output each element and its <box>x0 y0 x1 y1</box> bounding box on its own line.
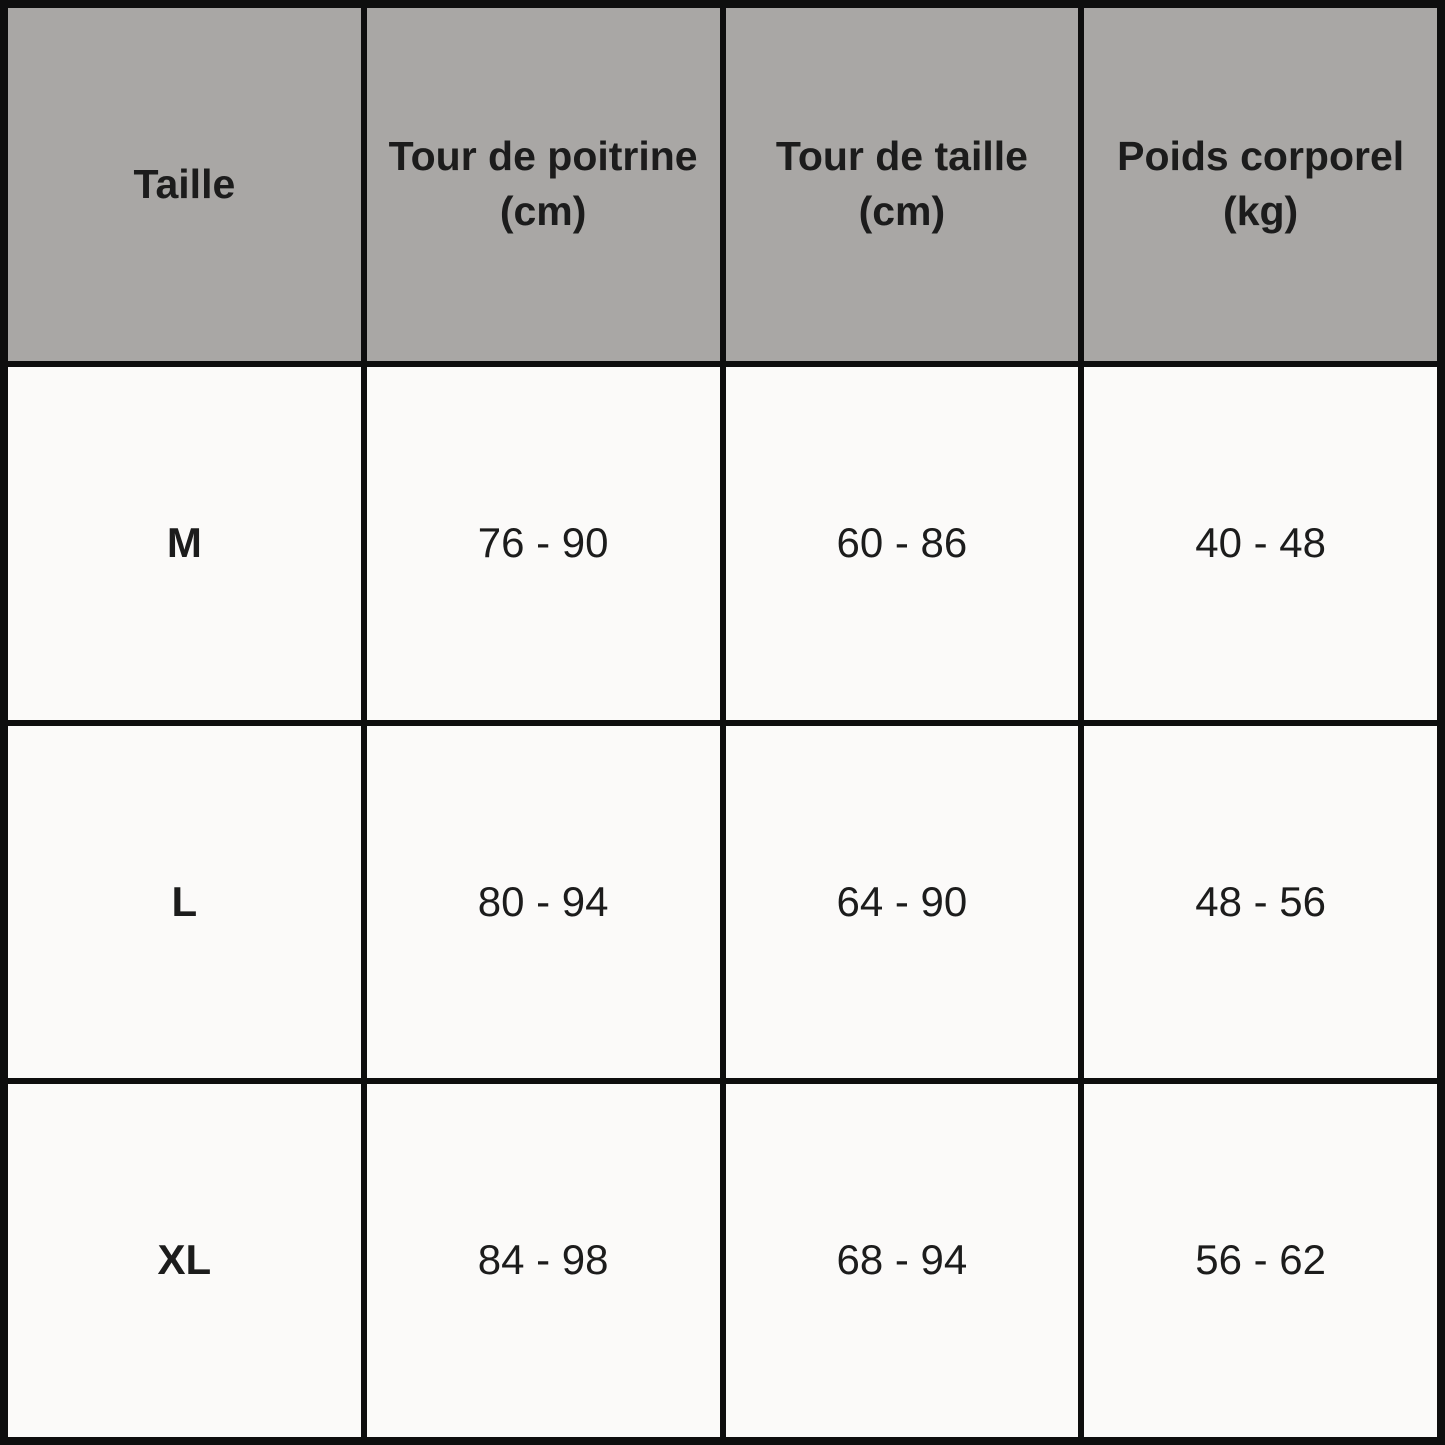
waist-cell-l: 64 - 90 <box>726 726 1079 1079</box>
size-cell-m: M <box>8 367 361 720</box>
column-label-taille: Taille <box>133 160 236 207</box>
column-unit-poids-corporel: (kg) <box>1223 188 1299 235</box>
size-cell-l: L <box>8 726 361 1079</box>
weight-cell-xl: 56 - 62 <box>1084 1084 1437 1437</box>
column-unit-tour-de-taille: (cm) <box>858 188 946 235</box>
waist-cell-xl: 68 - 94 <box>726 1084 1079 1437</box>
weight-cell-l: 48 - 56 <box>1084 726 1437 1079</box>
chest-cell-m: 76 - 90 <box>367 367 720 720</box>
size-cell-xl: XL <box>8 1084 361 1437</box>
chest-cell-xl: 84 - 98 <box>367 1084 720 1437</box>
header-cell-taille <box>8 8 361 361</box>
header-cell-tour-de-taille <box>726 8 1079 361</box>
waist-cell-m: 60 - 86 <box>726 367 1079 720</box>
weight-cell-m: 40 - 48 <box>1084 367 1437 720</box>
header-cell-poids-corporel <box>1084 8 1437 361</box>
header-cell-tour-de-poitrine <box>367 8 720 361</box>
column-unit-tour-de-poitrine: (cm) <box>499 188 587 235</box>
column-label-poids-corporel: Poids corporel <box>1117 133 1405 180</box>
chest-cell-l: 80 - 94 <box>367 726 720 1079</box>
column-label-tour-de-taille: Tour de taille <box>775 133 1028 180</box>
column-label-tour-de-poitrine: Tour de poitrine <box>388 133 698 180</box>
